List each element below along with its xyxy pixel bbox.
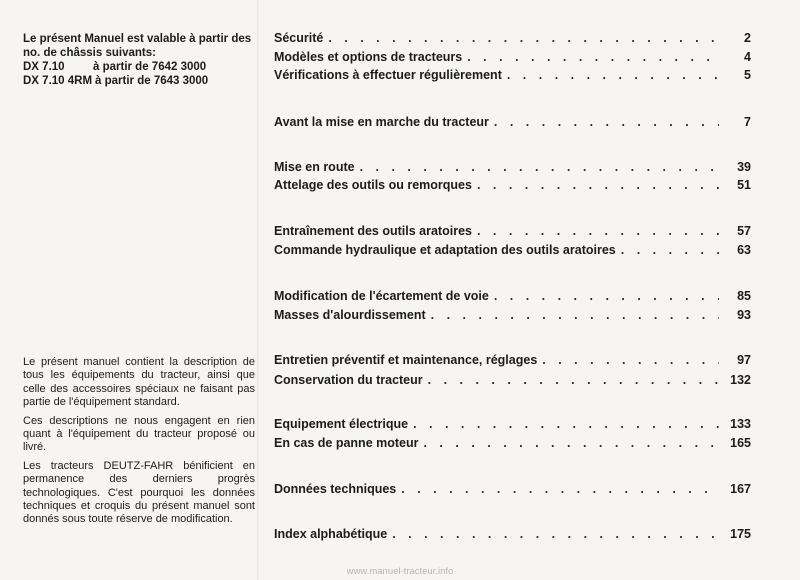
- model-name: DX 7.10 4RM: [23, 74, 93, 87]
- toc-entry[interactable]: [274, 373, 751, 391]
- toc-entry-title: Mise en route: [274, 160, 355, 174]
- toc-dot-leader: [507, 68, 719, 82]
- toc-entry-page: 63: [737, 243, 751, 257]
- toc-entry[interactable]: [274, 353, 751, 371]
- toc-entry-page: 2: [744, 31, 751, 45]
- toc-entry-page: 175: [730, 527, 751, 541]
- toc-entry-page: 39: [737, 160, 751, 174]
- toc-entry-page: 5: [744, 68, 751, 82]
- description-paragraph: Ces descriptions ne nous engagent en rien quant à l'équipement du tracteur proposé ou livré.: [23, 414, 255, 454]
- toc-entry[interactable]: [274, 160, 751, 178]
- toc-dot-leader: [621, 243, 719, 257]
- validity-intro: Le présent Manuel est valable à partir des no. de châssis suivants:: [23, 33, 252, 59]
- toc-dot-leader: [401, 482, 719, 496]
- model-row: [23, 75, 263, 89]
- toc-entry[interactable]: [274, 289, 751, 307]
- toc-dot-leader: [431, 308, 719, 322]
- table-of-contents: [274, 0, 751, 580]
- toc-entry[interactable]: [274, 115, 751, 133]
- manual-description: [23, 356, 255, 532]
- toc-entry-title: Modèles et options de tracteurs: [274, 50, 463, 64]
- toc-dot-leader: [413, 417, 719, 431]
- model-chassis-from: à partir de 7642 3000: [93, 61, 207, 73]
- toc-dot-leader: [477, 178, 719, 192]
- toc-entry-title: Equipement électrique: [274, 417, 409, 431]
- toc-entry[interactable]: [274, 178, 751, 196]
- toc-entry-title: Avant la mise en marche du tracteur: [274, 115, 489, 129]
- toc-entry-page: 4: [744, 50, 751, 64]
- toc-entry-title: Sécurité: [274, 31, 324, 45]
- toc-dot-leader: [392, 527, 719, 541]
- toc-entry-title: Attelage des outils ou remorques: [274, 178, 472, 192]
- toc-entry-title: Conservation du tracteur: [274, 373, 423, 387]
- toc-dot-leader: [494, 289, 719, 303]
- toc-entry-page: 7: [744, 115, 751, 129]
- toc-entry-title: Index alphabétique: [274, 527, 388, 541]
- toc-entry-title: Commande hydraulique et adaptation des outils aratoires: [274, 243, 616, 257]
- toc-entry[interactable]: [274, 436, 751, 454]
- validity-block: [23, 33, 263, 88]
- toc-entry-title: Vérifications à effectuer régulièrement: [274, 68, 502, 82]
- toc-entry[interactable]: [274, 243, 751, 261]
- toc-entry[interactable]: [274, 527, 751, 545]
- toc-entry-page: 133: [730, 417, 751, 431]
- description-paragraph: Le présent manuel contient la description de tous les équipements du tracteur, ainsi que celle des accessoires spéciaux ne faisant pas partie de l'équipement standard.: [23, 356, 255, 409]
- description-paragraph: Les tracteurs DEUTZ-FAHR bénificient en permanence des derniers progrès technologiques. C'est pourquoi les données techniques et croquis du présent manuel sont donnés sous toute réserve de modification.: [23, 459, 255, 526]
- toc-entry-page: 85: [737, 289, 751, 303]
- toc-dot-leader: [428, 373, 719, 387]
- toc-dot-leader: [328, 31, 719, 45]
- toc-entry[interactable]: [274, 308, 751, 326]
- toc-entry-page: 132: [730, 373, 751, 387]
- toc-entry[interactable]: [274, 50, 751, 68]
- toc-entry-title: Masses d'alourdissement: [274, 308, 426, 322]
- toc-entry[interactable]: [274, 68, 751, 86]
- toc-entry-page: 51: [737, 178, 751, 192]
- toc-dot-leader: [477, 224, 719, 238]
- toc-dot-leader: [494, 115, 719, 129]
- toc-entry-title: Données techniques: [274, 482, 397, 496]
- toc-entry-page: 167: [730, 482, 751, 496]
- toc-entry[interactable]: [274, 224, 751, 242]
- toc-entry-title: En cas de panne moteur: [274, 436, 419, 450]
- toc-entry-page: 97: [737, 353, 751, 367]
- toc-dot-leader: [423, 436, 719, 450]
- toc-entry-title: Entraînement des outils aratoires: [274, 224, 472, 238]
- toc-dot-leader: [360, 160, 719, 174]
- toc-entry[interactable]: [274, 31, 751, 49]
- toc-entry-title: Entretien préventif et maintenance, réglages: [274, 353, 538, 367]
- toc-dot-leader: [467, 50, 719, 64]
- toc-entry[interactable]: [274, 482, 751, 500]
- toc-entry-page: 165: [730, 436, 751, 450]
- toc-entry-page: 57: [737, 224, 751, 238]
- toc-entry[interactable]: [274, 417, 751, 435]
- toc-entry-title: Modification de l'écartement de voie: [274, 289, 489, 303]
- model-row: [23, 61, 263, 75]
- model-name: DX 7.10: [23, 61, 65, 73]
- watermark: www.manuel-tracteur.info: [346, 566, 454, 577]
- toc-dot-leader: [542, 353, 719, 367]
- model-chassis-from: à partir de 7643 3000: [95, 74, 209, 87]
- toc-entry-page: 93: [737, 308, 751, 322]
